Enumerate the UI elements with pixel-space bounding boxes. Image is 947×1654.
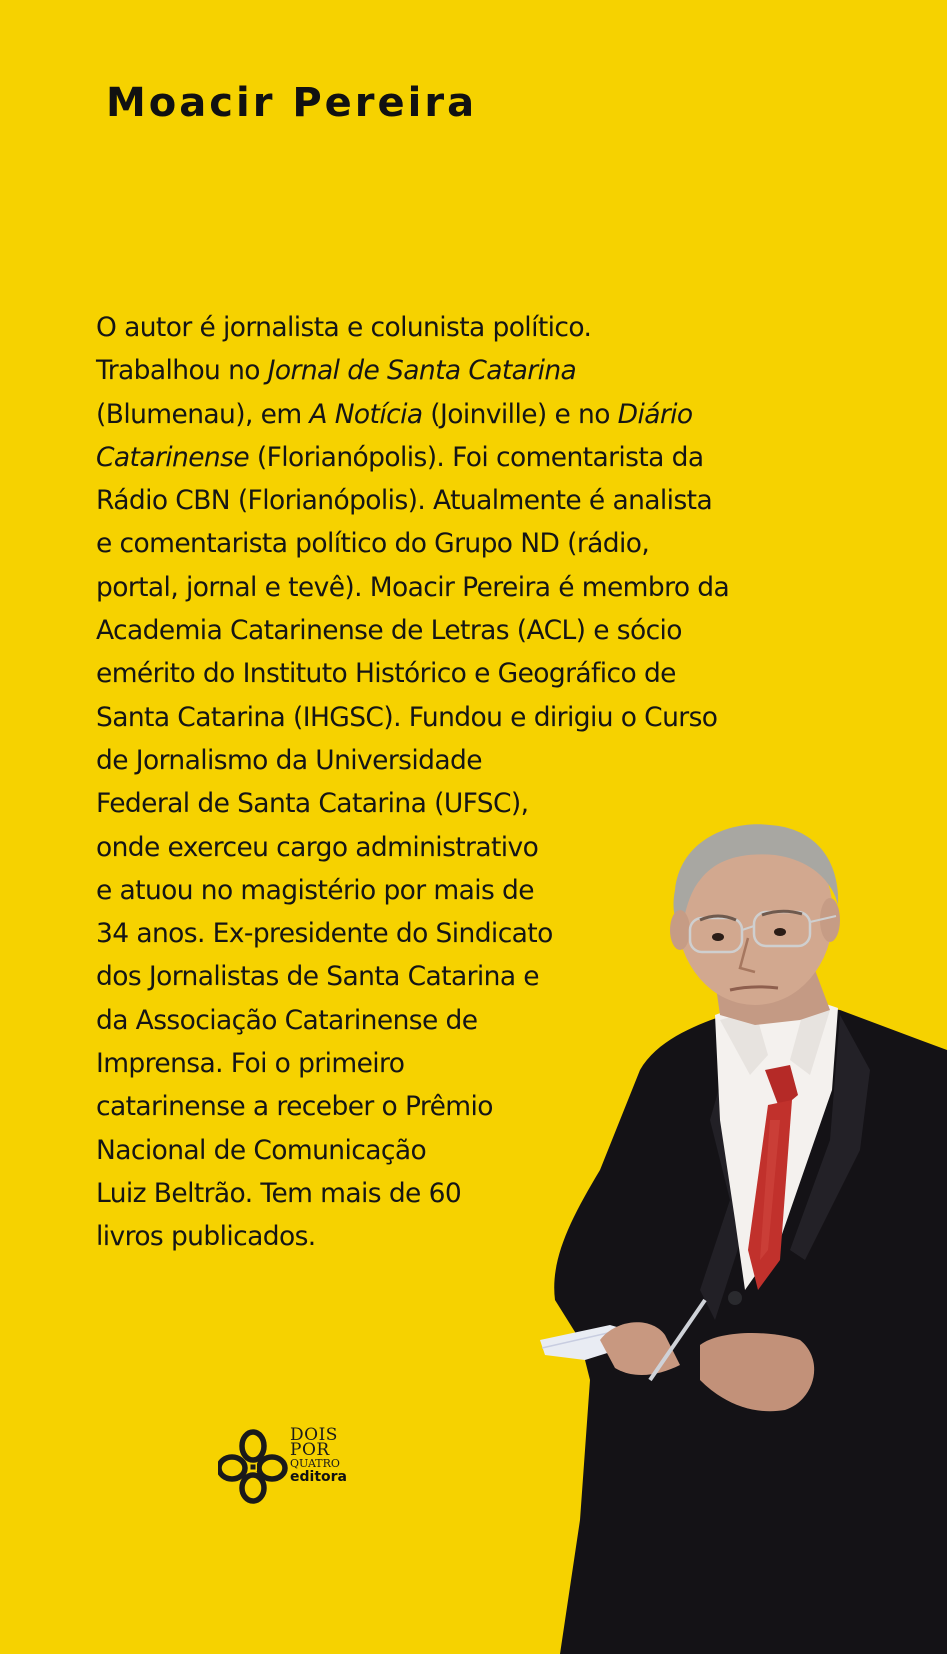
bio-text: e comentarista político do Grupo ND (rádio, xyxy=(96,528,650,560)
bio-line xyxy=(96,349,816,392)
bio-text: Nacional de Comunicação xyxy=(96,1134,427,1166)
bio-text: livros publicados. xyxy=(96,1221,316,1253)
bio-text: da Associação Catarinense de xyxy=(96,1004,478,1036)
bio-text: dos Jornalistas de Santa Catarina e xyxy=(96,961,539,993)
bio-text: (Florianópolis). Foi comentarista da xyxy=(249,441,704,473)
bio-text: portal, jornal e tevê). Moacir Pereira é membro da xyxy=(96,571,730,603)
bio-text: Academia Catarinense de Letras (ACL) e sócio xyxy=(96,615,682,647)
publisher-line-1: DOIS xyxy=(290,1425,338,1445)
bio-text: de Jornalismo da Universidade xyxy=(96,744,482,776)
bio-line xyxy=(96,393,816,436)
bio-text: Santa Catarina (IHGSC). Fundou e dirigiu o Curso xyxy=(96,701,718,733)
bio-text: onde exerceu cargo administrativo xyxy=(96,831,539,863)
bio-italic-title: A Notícia xyxy=(309,398,423,430)
bio-italic-title: Jornal de Santa Catarina xyxy=(267,355,577,387)
publisher-logo xyxy=(218,1425,363,1504)
bio-italic-title: Catarinense xyxy=(96,441,250,473)
bio-line xyxy=(96,739,816,782)
bio-text: 34 anos. Ex-presidente do Sindicato xyxy=(96,918,553,950)
bio-line xyxy=(96,522,816,565)
bio-text: Trabalhou no xyxy=(96,355,268,387)
author-photo xyxy=(540,820,947,1654)
bio-line xyxy=(96,652,816,695)
quatrefoil-knot-icon xyxy=(218,1428,288,1504)
bio-line xyxy=(96,696,816,739)
bio-italic-title: Diário xyxy=(617,398,693,430)
bio-text: emérito do Instituto Histórico e Geográfico de xyxy=(96,658,676,690)
bio-text: catarinense a receber o Prêmio xyxy=(96,1091,493,1123)
bio-text: (Blumenau), em xyxy=(96,398,310,430)
bio-line xyxy=(96,436,816,479)
bio-line xyxy=(96,609,816,652)
publisher-wordmark xyxy=(290,1425,347,1485)
publisher-line-3: QUATRO xyxy=(290,1457,340,1470)
bio-line xyxy=(96,479,816,522)
publisher-line-2: POR xyxy=(290,1440,330,1460)
bio-text: Luiz Beltrão. Tem mais de 60 xyxy=(96,1177,462,1209)
bio-line xyxy=(96,566,816,609)
author-name-heading: Moacir Pereira xyxy=(106,80,478,126)
bio-text: Rádio CBN (Florianópolis). Atualmente é analista xyxy=(96,485,713,517)
bio-text: e atuou no magistério por mais de xyxy=(96,874,534,906)
publisher-line-4: editora xyxy=(290,1469,347,1485)
bio-text: (Joinville) e no xyxy=(422,398,618,430)
bio-text: Imprensa. Foi o primeiro xyxy=(96,1048,405,1080)
bio-text: Federal de Santa Catarina (UFSC), xyxy=(96,788,529,820)
bio-text: O autor é jornalista e colunista político. xyxy=(96,312,592,343)
bio-line xyxy=(96,306,816,349)
